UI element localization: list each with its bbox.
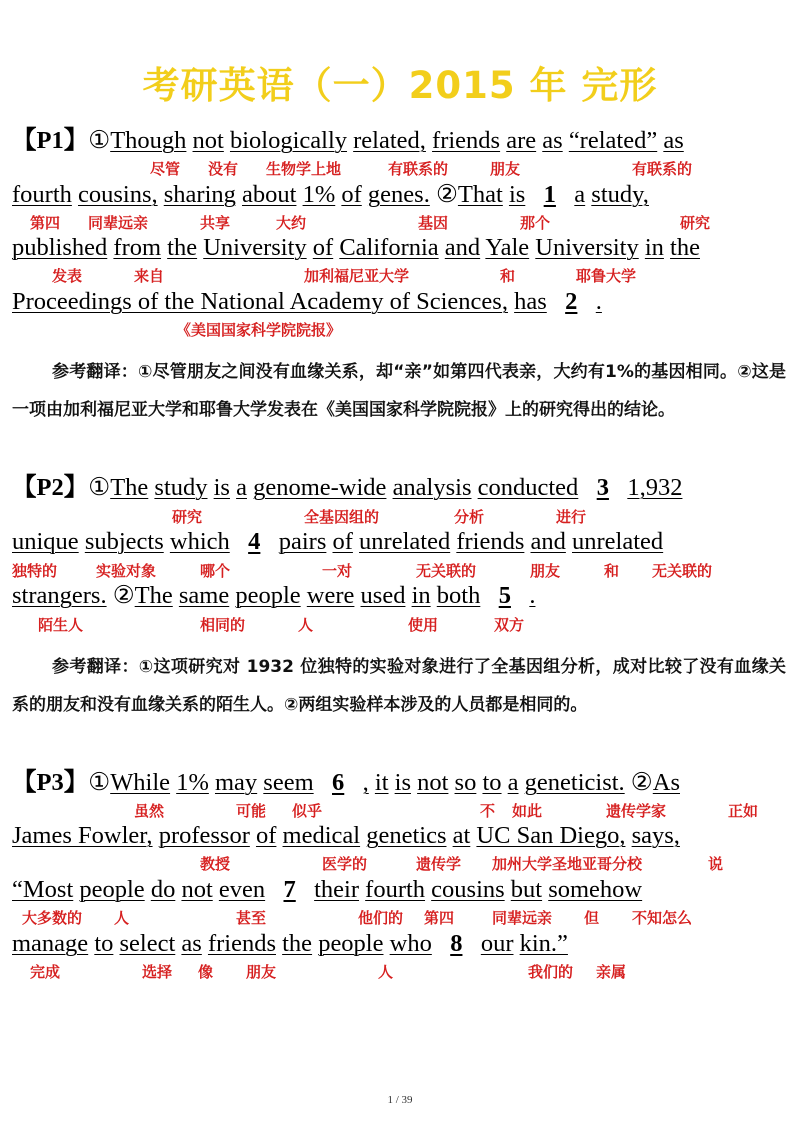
gloss: 第四 (424, 909, 455, 927)
gloss: 如此 (512, 802, 543, 820)
word: as (663, 127, 684, 154)
word: strangers. (12, 582, 107, 609)
gloss: 基因 (418, 214, 449, 232)
gloss: 和 (500, 267, 516, 285)
word: unique (12, 528, 79, 555)
word: as (181, 930, 202, 957)
word: do (150, 876, 176, 903)
word: fourth (12, 181, 72, 208)
word: genes. (367, 181, 430, 208)
word: a (574, 181, 586, 208)
gloss: 没有 (208, 160, 239, 178)
word: That (457, 181, 503, 208)
gloss: 哪个 (200, 562, 231, 580)
word: from (113, 234, 162, 261)
word: has (514, 288, 547, 315)
word: it (374, 769, 389, 796)
word: unrelated (572, 528, 664, 555)
word: manage (12, 930, 89, 957)
word: their (314, 876, 360, 903)
sentence-marker: ② (630, 769, 653, 796)
word: and (444, 234, 481, 261)
blank-number: 2 (565, 288, 578, 315)
p1-line-4 (12, 287, 792, 317)
word: which (169, 528, 230, 555)
word: but (510, 876, 543, 903)
word: who (389, 930, 432, 957)
word: is (394, 769, 411, 796)
p2-gloss-3 (0, 614, 800, 636)
gloss: 说 (708, 855, 724, 873)
p3-line-2 (12, 821, 792, 851)
p2-label: 【P2】 (12, 474, 89, 501)
blank-number: 1 (543, 181, 556, 208)
word: says, (631, 822, 680, 849)
word: people (79, 876, 145, 903)
gloss: 实验对象 (96, 562, 157, 580)
word: related, (353, 127, 426, 154)
word: the (167, 234, 198, 261)
sentence-marker: ① (88, 474, 111, 501)
word: “related” (568, 127, 658, 154)
p3-line-4 (12, 929, 792, 959)
gloss: 全基因组的 (304, 508, 380, 526)
gloss: 亲属 (596, 963, 627, 981)
p2-line-1 (12, 473, 792, 503)
word: our (480, 930, 514, 957)
gloss: 我们的 (528, 963, 574, 981)
word: friends (456, 528, 525, 555)
word: so (454, 769, 477, 796)
word: study, (591, 181, 649, 208)
word: The (110, 474, 149, 501)
word: cousins (431, 876, 505, 903)
word: fourth (365, 876, 426, 903)
gloss: 加利福尼亚大学 (304, 267, 410, 285)
word: subjects (84, 528, 164, 555)
word: in (644, 234, 664, 261)
p2-line-2 (12, 527, 792, 557)
word: both (436, 582, 481, 609)
word: genome-wide (253, 474, 387, 501)
p1-line-3 (12, 233, 792, 263)
p1-gloss-2 (0, 212, 800, 234)
gloss: 尽管 (150, 160, 181, 178)
word: conducted (477, 474, 579, 501)
word: geneticist. (524, 769, 625, 796)
word: as (542, 127, 563, 154)
word: study (154, 474, 208, 501)
word: were (306, 582, 355, 609)
word: to (94, 930, 114, 957)
word: people (318, 930, 384, 957)
gloss: 相同的 (200, 616, 246, 634)
word: of (312, 234, 334, 261)
gloss: 使用 (408, 616, 439, 634)
word: James Fowler, (12, 822, 153, 849)
gloss: 教授 (200, 855, 231, 873)
word: “Most (12, 876, 74, 903)
sentence-marker: ① (88, 127, 111, 154)
word: somehow (548, 876, 643, 903)
word: friends (432, 127, 501, 154)
word: pairs (278, 528, 327, 555)
word: of (332, 528, 353, 555)
word: not (417, 769, 449, 796)
word: seem (263, 769, 314, 796)
word: same (178, 582, 230, 609)
p1-label: 【P1】 (12, 127, 89, 154)
word: friends (207, 930, 276, 957)
gloss: 不知怎么 (632, 909, 693, 927)
blank-number: 6 (332, 769, 345, 796)
word: the (282, 930, 313, 957)
gloss: 医学的 (322, 855, 368, 873)
gloss: 朋友 (246, 963, 277, 981)
word: . (595, 288, 602, 315)
gloss: 进行 (556, 508, 587, 526)
word: UC San Diego, (476, 822, 626, 849)
gloss: 加州大学圣地亚哥分校 (492, 855, 643, 873)
gloss: 第四 (30, 214, 61, 232)
word: While (110, 769, 171, 796)
word: As (652, 769, 680, 796)
gloss: 同辈远亲 (492, 909, 553, 927)
gloss: 朋友 (490, 160, 521, 178)
word: University (535, 234, 639, 261)
gloss: 《美国国家科学院院报》 (176, 321, 342, 339)
p3-line-1 (12, 768, 792, 798)
gloss: 选择 (142, 963, 173, 981)
gloss: 不 (480, 802, 496, 820)
p3-gloss-2 (0, 853, 800, 875)
gloss: 像 (198, 963, 214, 981)
gloss: 人 (114, 909, 130, 927)
word: are (506, 127, 537, 154)
word: California (339, 234, 439, 261)
gloss: 来自 (134, 267, 165, 285)
gloss: 虽然 (134, 802, 165, 820)
word: unrelated (359, 528, 451, 555)
gloss: 无关联的 (652, 562, 713, 580)
gloss: 人 (378, 963, 394, 981)
gloss: 遗传学家 (606, 802, 667, 820)
word: Though (110, 127, 187, 154)
blank-number: 8 (450, 930, 463, 957)
sentence-marker: ① (88, 769, 111, 796)
journal-name: Proceedings of the National Academy of Sciences, (12, 288, 508, 315)
blank-number: 7 (283, 876, 296, 903)
gloss: 无关联的 (416, 562, 477, 580)
word: not (181, 876, 213, 903)
gloss: 研究 (172, 508, 203, 526)
word: sharing (163, 181, 236, 208)
word: at (452, 822, 471, 849)
word: , (362, 769, 369, 796)
blank-number: 5 (498, 582, 511, 609)
word: kin.” (519, 930, 568, 957)
gloss: 和 (604, 562, 620, 580)
gloss: 生物学上地 (266, 160, 342, 178)
gloss: 一对 (322, 562, 353, 580)
gloss: 有联系的 (388, 160, 449, 178)
p3-gloss-1 (0, 800, 800, 822)
page-number: 1 / 39 (387, 1094, 413, 1106)
p1-line-2 (12, 180, 792, 210)
word: is (213, 474, 230, 501)
p3-line-3 (12, 875, 792, 905)
word: select (119, 930, 176, 957)
sentence-marker: ② (112, 582, 135, 609)
gloss: 正如 (728, 802, 759, 820)
gloss: 他们的 (358, 909, 404, 927)
gloss: 分析 (454, 508, 485, 526)
gloss: 那个 (520, 214, 551, 232)
word: and (530, 528, 566, 555)
gloss: 似乎 (292, 802, 323, 820)
word: even (218, 876, 266, 903)
word: may (214, 769, 258, 796)
word: . (529, 582, 536, 609)
word: professor (158, 822, 250, 849)
word: used (360, 582, 406, 609)
word: of (341, 181, 362, 208)
word: the (670, 234, 700, 261)
p2-translation: 参考翻译：①这项研究对 1932 位独特的实验对象进行了全基因组分析，成对比较了没有血缘关系的朋友和没有血缘关系的陌生人。②两组实验样本涉及的人员都是相同的。 (12, 657, 786, 715)
p1-gloss-1 (0, 158, 800, 180)
sentence-marker: ② (435, 181, 458, 208)
word: University (203, 234, 307, 261)
p1-line-1 (12, 126, 792, 156)
gloss: 双方 (494, 616, 525, 634)
gloss: 可能 (236, 802, 267, 820)
gloss: 共享 (200, 214, 231, 232)
p2-gloss-1 (0, 506, 800, 528)
word: not (192, 127, 224, 154)
page-title: 考研英语（一）2015 年 完形 (142, 64, 658, 107)
p2-line-3 (12, 581, 792, 611)
word: 1,932 (627, 474, 683, 501)
gloss: 但 (584, 909, 600, 927)
word: 1% (302, 181, 336, 208)
gloss: 陌生人 (38, 616, 84, 634)
p1-gloss-3 (0, 265, 800, 287)
gloss: 人 (298, 616, 314, 634)
word: genetics (366, 822, 447, 849)
gloss: 独特的 (12, 562, 58, 580)
word: a (507, 769, 519, 796)
word: cousins, (78, 181, 158, 208)
gloss: 发表 (52, 267, 83, 285)
p3-gloss-4 (0, 961, 800, 983)
p3-gloss-3 (0, 907, 800, 929)
gloss: 耶鲁大学 (576, 267, 637, 285)
blank-number: 4 (248, 528, 261, 555)
gloss: 大多数的 (22, 909, 83, 927)
p1-gloss-4 (0, 319, 800, 341)
gloss: 有联系的 (632, 160, 693, 178)
word: of (255, 822, 277, 849)
gloss: 同辈远亲 (88, 214, 149, 232)
word: Yale (485, 234, 530, 261)
gloss: 大约 (276, 214, 307, 232)
word: a (236, 474, 247, 501)
word: people (235, 582, 301, 609)
word: analysis (392, 474, 472, 501)
gloss: 朋友 (530, 562, 561, 580)
p2-gloss-2 (0, 560, 800, 582)
word: about (242, 181, 297, 208)
gloss: 完成 (30, 963, 61, 981)
blank-number: 3 (596, 474, 609, 501)
word: published (12, 234, 108, 261)
gloss: 遗传学 (416, 855, 462, 873)
word: is (508, 181, 526, 208)
p3-label: 【P3】 (12, 769, 89, 796)
word: in (411, 582, 431, 609)
word: to (482, 769, 502, 796)
gloss: 研究 (680, 214, 711, 232)
word: biologically (229, 127, 348, 154)
word: 1% (176, 769, 209, 796)
word: The (134, 582, 173, 609)
p1-translation: 参考翻译：①尽管朋友之间没有血缘关系，却“亲”如第四代表亲，大约有1%的基因相同。②这是一项由加利福尼亚大学和耶鲁大学发表在《美国国家科学院院报》上的研究得出的结论。 (12, 362, 786, 420)
gloss: 甚至 (236, 909, 267, 927)
word: medical (282, 822, 361, 849)
